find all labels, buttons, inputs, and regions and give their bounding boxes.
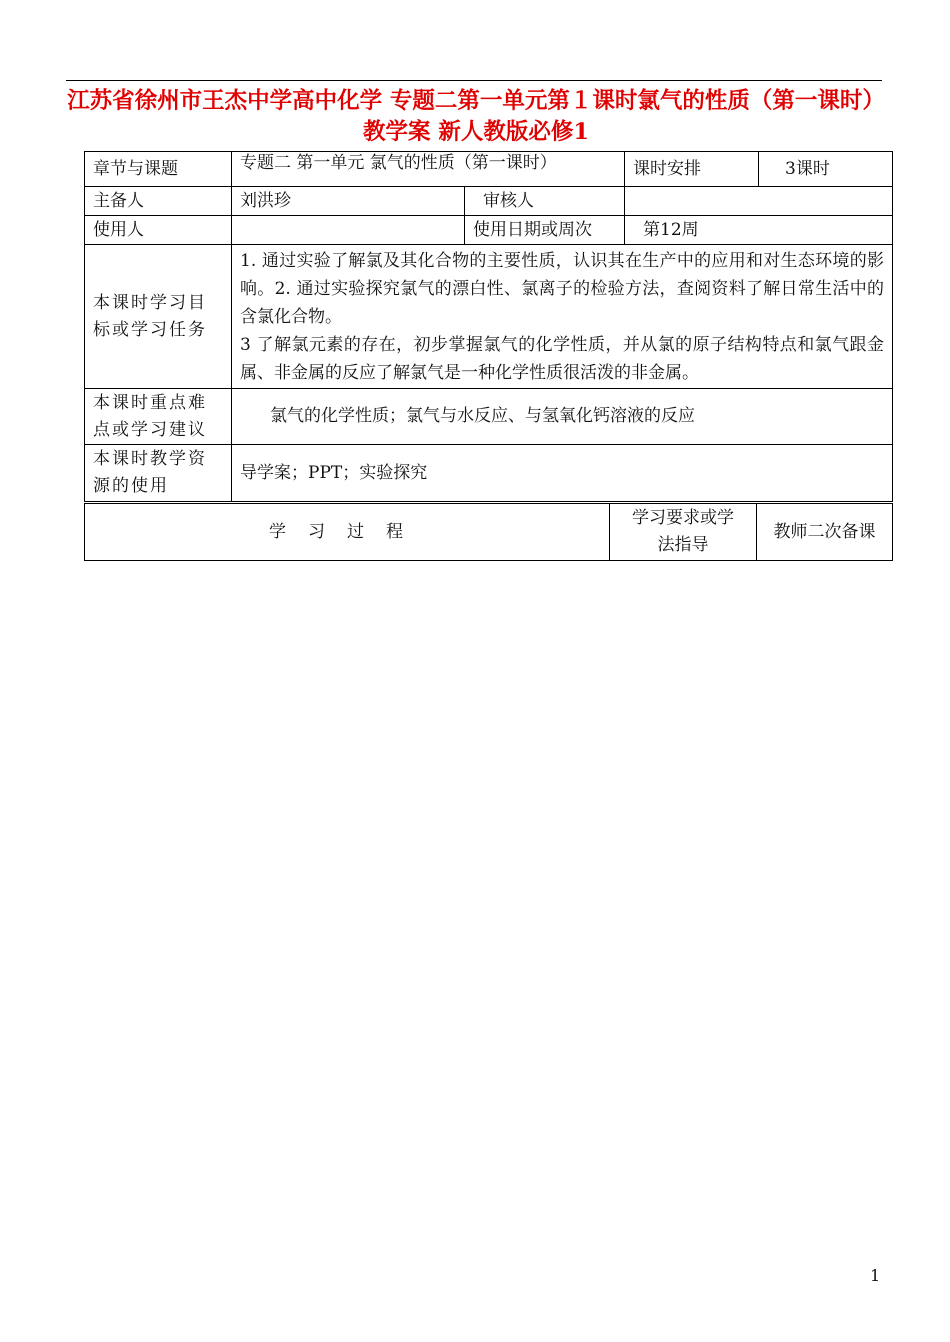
table-row [85, 216, 893, 245]
objectives-label: 本课时学习目标或学习任务 [85, 245, 232, 389]
table-row [85, 152, 893, 187]
resources-text: 导学案；PPT；实验探究 [232, 445, 893, 502]
user-value [232, 216, 465, 245]
teacher-prep-header: 教师二次备课 [757, 504, 893, 561]
table-row [85, 187, 893, 216]
date-label: 使用日期或周次 [465, 216, 625, 245]
chapter-label: 章节与课题 [85, 152, 232, 187]
learning-guide-header: 学习要求或学法指导 [610, 504, 757, 561]
document-title: 江苏省徐州市王杰中学高中化学 专题二第一单元第１课时氯气的性质（第一课时）教学案 新人教版必修1 [67, 88, 885, 145]
page-number: 1 [870, 1266, 881, 1285]
table-row [85, 245, 893, 389]
schedule-label: 课时安排 [625, 152, 759, 187]
date-value: 第12周 [625, 216, 893, 245]
reviewer-label: 审核人 [465, 187, 625, 216]
resources-label: 本课时教学资源的使用 [85, 445, 232, 502]
chapter-topic: 专题二 第一单元 氯气的性质（第一课时） [232, 152, 625, 187]
preparer-value: 刘洪珍 [232, 187, 465, 216]
table-row [85, 445, 893, 502]
user-label: 使用人 [85, 216, 232, 245]
reviewer-value [625, 187, 893, 216]
preparer-label: 主备人 [85, 187, 232, 216]
learning-process-header: 学习过程 [85, 504, 610, 561]
schedule-value: 3课时 [759, 152, 893, 187]
table-row [85, 389, 893, 445]
keypoints-text: 氯气的化学性质；氯气与水反应、与氢氧化钙溶液的反应 [232, 389, 893, 445]
objectives-text: 1. 通过实验了解氯及其化合物的主要性质，认识其在生产中的应用和对生态环境的影响。2. 通过实验探究氯气的漂白性、氯离子的检验方法，查阅资料了解日常生活中的含氯化合物。 3 了解氯元素的存在，初步掌握氯气的化学性质，并从氯的原子结构特点和氯气跟金属、非金属的反应了解氯气是一种化学性质很活泼的非金属。 [232, 245, 893, 389]
top-rule [66, 80, 882, 81]
table-row [85, 504, 893, 561]
learning-process-table [84, 503, 893, 561]
keypoints-label: 本课时重点难点或学习建议 [85, 389, 232, 445]
lesson-info-table [84, 151, 893, 502]
